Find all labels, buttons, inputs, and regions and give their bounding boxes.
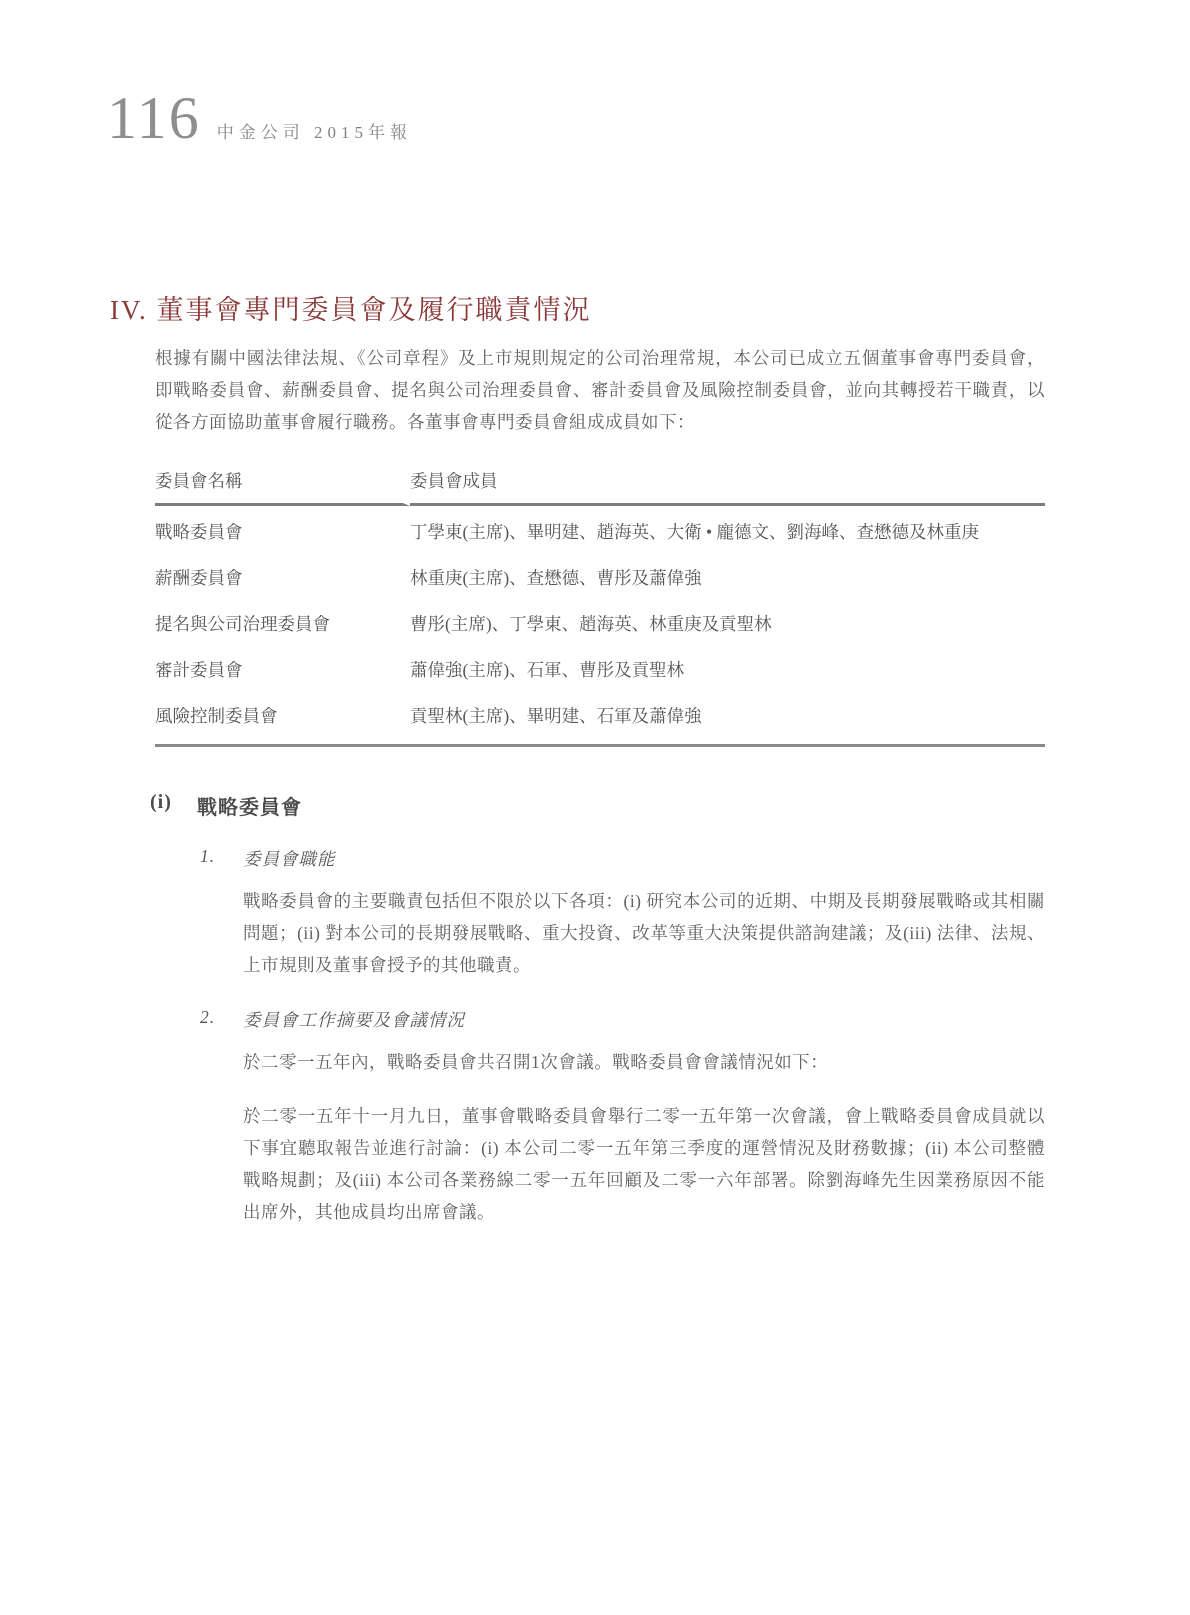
table-row	[155, 644, 1045, 690]
numbered-item-1	[200, 846, 1045, 981]
item-heading	[200, 1007, 1045, 1032]
committee-members: 蕭偉強(主席)、石軍、曹彤及貢聖林	[410, 660, 685, 680]
item-paragraph: 於二零一五年十一月九日，董事會戰略委員會舉行二零一五年第一次會議，會上戰略委員會成員就以下事宜聽取報告並進行討論：(i) 本公司二零一五年第三季度的運營情況及財務數據；(ii) 本公司整體戰略規劃；及(iii) 本公司各業務線二零一五年回顧及二零一六年部署。除劉海峰先生因業務原因不能出席外，其他成員均出席會議。	[243, 1106, 1045, 1222]
item-title: 委員會工作摘要及會議情況	[243, 1010, 465, 1030]
column-header-committee-name: 委員會名稱	[155, 462, 410, 506]
item-number: 2.	[200, 1007, 216, 1027]
table-row	[155, 552, 1045, 598]
committee-members: 貢聖林(主席)、畢明建、石軍及蕭偉強	[410, 690, 1045, 747]
committee-name: 薪酬委員會	[155, 568, 243, 588]
committee-members: 林重庚(主席)、查懋德、曹彤及蕭偉強	[410, 568, 702, 588]
item-heading	[200, 846, 1045, 871]
committee-table-body	[155, 506, 1045, 747]
page-header	[107, 85, 413, 151]
committee-table-head	[155, 462, 1045, 506]
table-row	[155, 506, 1045, 552]
item-paragraph: 戰略委員會的主要職責包括但不限於以下各項：(i) 研究本公司的近期、中期及長期發展戰略或其相關問題；(ii) 對本公司的長期發展戰略、重大投資、改革等重大決策提供諮詢建議；及(iii) 法律、法規、上市規則及董事會授予的其他職責。	[243, 891, 1045, 975]
table-row	[155, 598, 1045, 644]
report-title: 中金公司 2015年報	[216, 123, 413, 142]
item-body	[243, 1046, 1045, 1228]
committee-name: 風險控制委員會	[155, 690, 410, 747]
committee-name: 戰略委員會	[155, 522, 243, 542]
committee-name: 審計委員會	[155, 660, 243, 680]
section-title: IV. 董事會專門委員會及履行職責情況	[110, 295, 592, 325]
table-row	[155, 690, 1045, 747]
committee-members: 曹彤(主席)、丁學東、趙海英、林重庚及貢聖林	[410, 614, 772, 634]
numbered-item-2	[200, 1007, 1045, 1228]
table-header-row	[155, 462, 1045, 506]
item-number: 1.	[200, 846, 216, 866]
committee-name: 提名與公司治理委員會	[155, 614, 330, 634]
item-body	[243, 885, 1045, 981]
section-content	[150, 342, 1045, 1228]
column-header-committee-members: 委員會成員	[410, 462, 1045, 506]
subsection-strategy-committee	[150, 791, 1045, 1228]
item-title: 委員會職能	[243, 849, 336, 869]
committee-table	[155, 462, 1045, 747]
intro-paragraph: 根據有關中國法律法規、《公司章程》及上市規則規定的公司治理常規，本公司已成立五個董事會專門委員會，即戰略委員會、薪酬委員會、提名與公司治理委員會、審計委員會及風險控制委員會，並向其轉授若干職責，以從各方面協助董事會履行職務。各董事會專門委員會組成成員如下：	[155, 348, 1045, 432]
committee-members: 丁學東(主席)、畢明建、趙海英、大衛 • 龐德文、劉海峰、查懋德及林重庚	[410, 522, 980, 542]
page-number: 116	[107, 85, 201, 151]
subsection-marker: (i)	[150, 791, 172, 813]
subsection-heading	[150, 791, 1045, 820]
item-paragraph: 於二零一五年內，戰略委員會共召開1次會議。戰略委員會會議情況如下：	[243, 1052, 829, 1072]
subsection-title: 戰略委員會	[197, 797, 302, 819]
